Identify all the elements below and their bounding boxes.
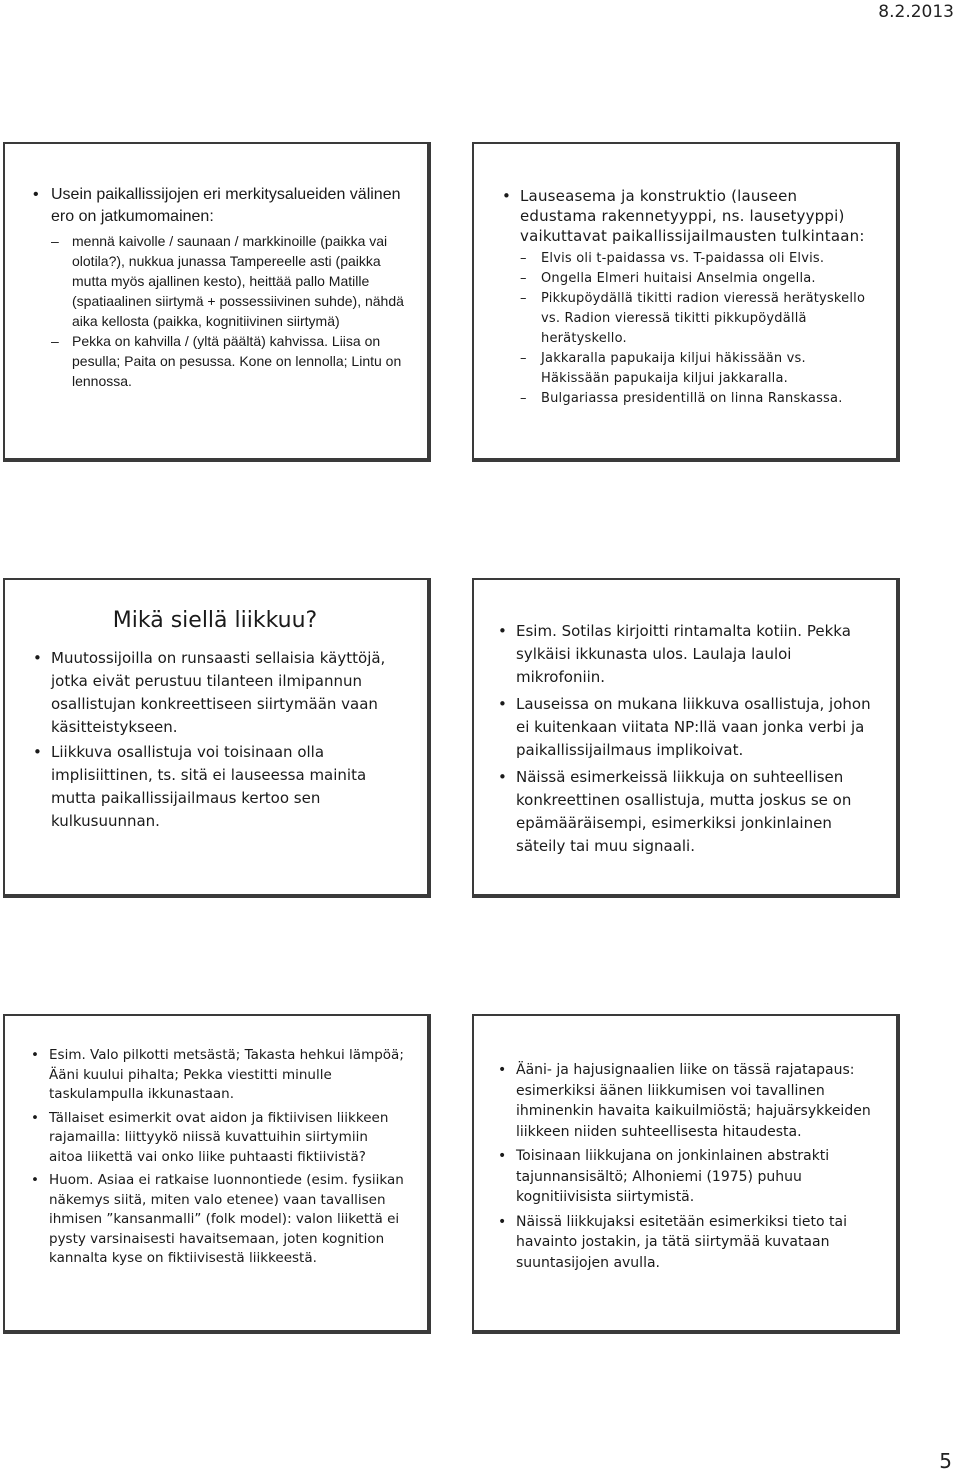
slide-1-subitem: – mennä kaivolle / saunaan / markkinoille (paikka vai olotila?), nukkua junassa Tampereelle asti (paikka mutta myös ajallinen kesto), heittää pallo Matille (spatiaalinen siirtymä + possessiivinen suhde), nähdä aika kellosta (paikka, kognitiivinen siirtymä) <box>51 231 409 331</box>
slide-2-sublist <box>520 249 878 409</box>
slide-2-subitem: – Ongella Elmeri huitaisi Anselmia ongella. <box>520 269 878 289</box>
slide-4-bullet: • Lauseissa on mukana liikkuva osallistuja, johon ei kuitenkaan viitata NP:llä vaan jonka verbi ja paikallissijailmaus implikoivat. <box>498 693 876 762</box>
slide-6-bullet: • Toisinaan liikkujana on jonkinlainen abstrakti tajunnansisältö; Alhoniemi (1975) puhuu kognitiivisista siirtymistä. <box>498 1146 878 1208</box>
slide-1-bullet-list <box>33 184 409 391</box>
slide-2-subitem: – Bulgariassa presidentillä on linna Ranskassa. <box>520 389 878 409</box>
slide-6-bullet: • Ääni- ja hajusignaalien liike on tässä rajatapaus: esimerkiksi äänen liikkumisen voi tavallinen ihminenkin havaita kaikuilmiöstä; hajuärsykkeiden liikkeen niiden suhteellisesta hitaudesta. <box>498 1060 878 1142</box>
slide-4-bullet-list <box>498 620 876 858</box>
slide-4-bullet: • Esim. Sotilas kirjoitti rintamalta kotiin. Pekka sylkäisi ikkunasta ulos. Laulaja lauloi mikrofoniin. <box>498 620 876 689</box>
slide-6-bullet: • Näissä liikkujaksi esitetään esimerkiksi tieto tai havainto jostakin, ja tätä siirtymää kuvataan suuntasijojen avulla. <box>498 1212 878 1274</box>
slide-5-bullet: • Huom. Asiaa ei ratkaise luonnontiede (esim. fysiikan näkemys siitä, miten valo etenee) vaan tavallisen ihmisen ”kansanmalli” (folk model): valon liikettä ei pysty varsinaisesti havaitsemaan, joten kognition kannalta kyse on fiktiivisestä liikkeestä. <box>31 1171 405 1269</box>
slide-1-bullet <box>33 184 409 391</box>
slide-3 <box>3 578 431 898</box>
slide-1 <box>3 142 431 462</box>
slide-2-subitem: – Pikkupöydällä tikitti radion vieressä herätyskello vs. Radion vieressä tikitti pikkupöydällä herätyskello. <box>520 289 878 349</box>
slide-4-bullet: • Näissä esimerkeissä liikkuja on suhteellisen konkreettinen osallistuja, mutta joskus se on epämääräisempi, esimerkiksi jonkinlainen säteily tai muu signaali. <box>498 766 876 858</box>
slide-1-sublist <box>51 231 409 391</box>
slide-2-subitem: – Jakkaralla papukaija kiljui häkissään vs. Häkissään papukaija kiljui jakkaralla. <box>520 349 878 389</box>
slide-2-bullet <box>502 186 878 409</box>
slide-3-title: Mikä siellä liikkuu? <box>112 608 318 633</box>
slide-3-bullet: • Muutossijoilla on runsaasti sellaisia käyttöjä, jotka eivät perustuu tilanteen ilmipannun osallistujan konkreettiseen siirtymään vaan käsitteistykseen. <box>33 647 397 739</box>
slide-5-bullet-list <box>31 1046 405 1269</box>
slide-5 <box>3 1014 431 1334</box>
document-date: 8.2.2013 <box>878 2 954 22</box>
slide-1-subitem: – Pekka on kahvilla / (yltä päältä) kahvissa. Liisa on pesulla; Paita on pesussa. Kone on lennolla; Lintu on lennossa. <box>51 331 409 391</box>
slide-3-bullet-list <box>33 647 397 833</box>
slide-5-bullet: • Tällaiset esimerkit ovat aidon ja fiktiivisen liikkeen rajamailla: liittyykö niissä kuvattuihin siirtymiin aitoa liikettä vai onko liike puhtaasti fiktiivistä? <box>31 1109 405 1168</box>
slide-2-subitem: – Elvis oli t-paidassa vs. T-paidassa oli Elvis. <box>520 249 878 269</box>
slide-2-bullet-text: Lauseasema ja konstruktio (lauseen edustama rakennetyyppi, ns. lausetyyppi) vaikuttavat paikallissijailmausten tulkintaan: <box>520 187 865 245</box>
slide-6 <box>472 1014 900 1334</box>
slide-6-bullet-list <box>498 1060 878 1273</box>
slide-4 <box>472 578 900 898</box>
page-number: 5 <box>939 1449 952 1473</box>
slide-2-bullet-list <box>502 186 878 409</box>
slide-3-bullet: • Liikkuva osallistuja voi toisinaan olla implisiittinen, ts. sitä ei lauseessa mainita mutta paikallissijailmaus kertoo sen kulkusuunnan. <box>33 741 397 833</box>
slide-2 <box>472 142 900 462</box>
slide-1-bullet-text: Usein paikallissijojen eri merkitysalueiden välinen ero on jatkumomainen: <box>51 186 401 225</box>
slide-5-bullet: • Esim. Valo pilkotti metsästä; Takasta hehkui lämpöä; Ääni kuului pihalta; Pekka viestitti minulle taskulampulla ikkunastaan. <box>31 1046 405 1105</box>
